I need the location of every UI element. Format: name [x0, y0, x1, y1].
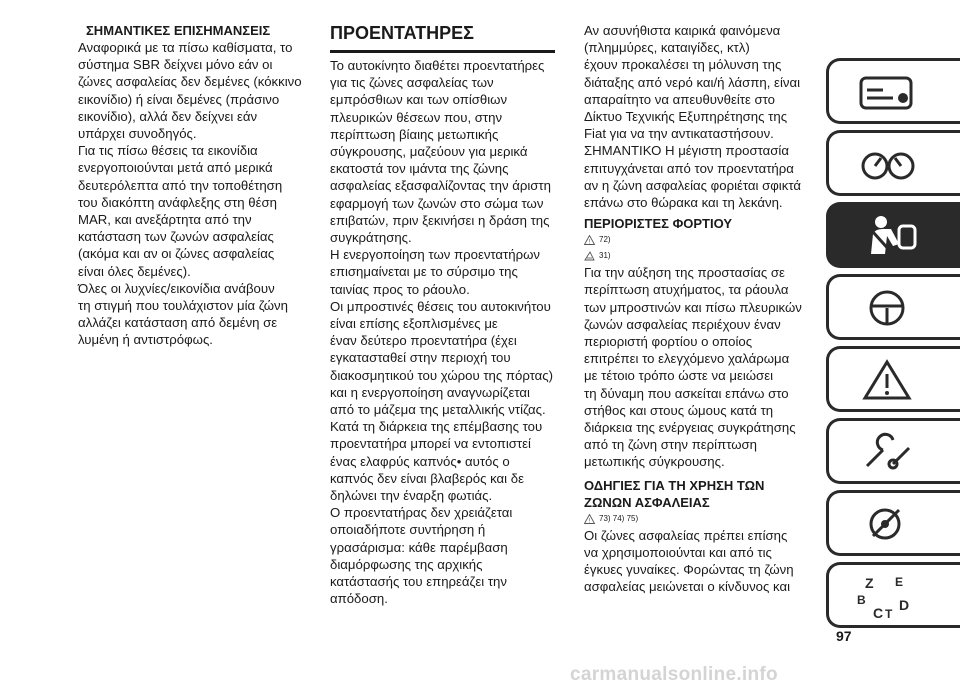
warning-reference-number: 73) 74) 75): [599, 513, 639, 523]
caution-reference[interactable]: [584, 248, 809, 264]
warning-triangle-icon: [584, 514, 595, 524]
warning-reference-number: 72): [599, 235, 611, 245]
tab-car-dashboard[interactable]: [826, 58, 960, 124]
tab-warning[interactable]: [826, 346, 960, 412]
tab-index[interactable]: [826, 562, 960, 628]
warning-reference[interactable]: [584, 232, 809, 248]
section-heading-seatbelt-use: ΟΔΗΓΙΕΣ ΓΙΑ ΤΗ ΧΡΗΣΗ ΤΩΝ ΖΩΝΩΝ ΑΣΦΑΛΕΙΑΣ: [584, 477, 765, 510]
instrument-panel-icon: [853, 140, 923, 188]
seatbelt-airbag-icon: [853, 212, 923, 260]
paragraph: Αν ασυνήθιστα καιρικά φαινόμενα (πλημμύρες, καταιγίδες, κτλ) έχουν προκαλέσει τη μόλυνση της διάταξης από νερό και/ή λάσπη, είναι απαραίτητο να απευθυνθείτε στο Δίκτυο Τεχνικής Εξυπηρέτησης της Fiat για να την αντικαταστήσουν.: [584, 23, 801, 142]
tab-instrument-panel[interactable]: [826, 130, 960, 196]
column-2: [330, 22, 555, 608]
paragraph: Το αυτοκίνητο διαθέτει προεντατήρες για τις ζώνες ασφαλείας των εμπρόσθιων και των οπίσθιων πλευρικών θέσεων που, στην περίπτωση βίαιης μετωπικής σύγκρουσης, μαζεύουν για μερικά εκατοστά τον ιμάντα της ζώνης ασφαλείας εξασφαλίζοντας την άριστη εφαρμογή των ζωνών στο σώμα των επιβατών, πριν ξεκινήσει η δράση της συγκράτησης.: [330, 58, 551, 246]
index-letter: D: [899, 597, 910, 613]
tab-tools[interactable]: [826, 418, 960, 484]
maintenance-icon: [853, 500, 923, 548]
steering-wheel-icon: [853, 284, 923, 332]
caution-icon: [584, 251, 595, 261]
paragraph: Οι μπροστινές θέσεις του αυτοκινήτου είναι επίσης εξοπλισμένες με έναν δεύτερο προεντατήρα (έχει εγκατασταθεί στην περιοχή του διακοσμητικού του χώρου της πόρτας) και η ενεργοποίηση αναγνωρίζεται από το μάζεμα της μεταλλικής ντίζας.: [330, 298, 554, 418]
paragraph: ΣΗΜΑΝΤΙΚΟ Η μέγιστη προστασία επιτυγχάνεται από τον προεντατήρα αν η ζώνη ασφαλείας φοριέται σφικτά επάνω στο θώρακα και τη λεκάνη.: [584, 143, 801, 211]
warning-reference[interactable]: [584, 511, 809, 527]
car-dashboard-icon: [853, 68, 923, 116]
tools-car-icon: [853, 428, 923, 476]
paragraph: Όλες οι λυχνίες/εικονίδια ανάβουν τη στιγμή που τουλάχιστον μία ζώνη αλλάζει κατάσταση από δεμένη σε λυμένη ή αντιστρόφως.: [78, 280, 288, 348]
index-letter: E: [895, 575, 904, 589]
warning-triangle-icon: [584, 235, 595, 245]
column-1: [78, 22, 303, 349]
index-letters-icon: [853, 572, 923, 624]
index-letter: Z: [865, 575, 874, 591]
svg-text:!: !: [588, 518, 591, 524]
paragraph: Αναφορικά με τα πίσω καθίσματα, το σύστημα SBR δείχνει μόνο εάν οι ζώνες ασφαλείας δεν δεμένες (κόκκινο εικονίδιο) ή είναι δεμένες (πράσινο εικονίδιο), αλλά δεν δείχνει εάν υπάρχει συνοδηγός.: [78, 40, 302, 142]
section-heading-pretensioners: ΠΡΟΕΝΤΑΤΗΡΕΣ: [330, 22, 555, 53]
index-letter: T: [885, 607, 893, 621]
column-3: [584, 22, 809, 595]
paragraph: Οι ζώνες ασφαλείας πρέπει επίσης να χρησιμοποιούνται και από τις έγκυες γυναίκες. Φορώντας τη ζώνη ασφαλείας μειώνεται ο κίνδυνος και: [584, 527, 794, 595]
section-heading-important: ΣΗΜΑΝΤΙΚΕΣ ΕΠΙΣΗΜΑΝΣΕΙΣ: [86, 23, 271, 38]
caution-reference-number: 31): [599, 251, 611, 261]
index-letter: B: [857, 593, 866, 607]
watermark: carmanualsonline.info: [570, 664, 778, 685]
index-letter: C: [873, 605, 884, 621]
page-number: 97: [836, 628, 852, 644]
warning-triangle-icon: [853, 356, 923, 404]
svg-text:!: !: [588, 239, 591, 246]
section-heading-load-limiters: ΠΕΡΙΟΡΙΣΤΕΣ ΦΟΡΤΙΟΥ: [584, 216, 732, 232]
tab-maintenance[interactable]: [826, 490, 960, 556]
paragraph: Για τις πίσω θέσεις τα εικονίδια ενεργοποιούνται μετά από μερικά δευτερόλεπτα από την τοποθέτηση του διακόπτη ανάφλεξης στη θέση MAR, και ανεξάρτητα από την κατάσταση των ζωνών ασφαλείας (ακόμα και αν οι ζώνες ασφαλείας είναι όλες δεμένες).: [78, 143, 283, 279]
paragraph: Για την αύξηση της προστασίας σε περίπτωση ατυχήματος, τα ράουλα των μπροστινών και πίσω πλευρικών ζωνών ασφαλείας περιέχουν έναν περιοριστή φορτίου ο οποίος επιτρέπει το ελεγχόμενο χαλάρωμα με τέτοιο τρόπο ώστε να μειώσει τη δύναμη που ασκείται επάνω στο στήθος και στους ώμους κατά τη διάρκεια της ενέργειας συγκράτησης από τη ζώνη στην περίπτωση μετωπικής σύγκρουσης.: [584, 265, 802, 470]
paragraph: Η ενεργοποίηση των προεντατήρων επισημαίνεται με το σύρσιμο της ταινίας προς το ράουλο.: [330, 247, 540, 297]
paragraph: Κατά τη διάρκεια της επέμβασης του προεντατήρα μπορεί να εντοπιστεί ένας ελαφρύς καπνός• αυτός ο καπνός δεν είναι βλαβερός και δε δηλώνει την έναρξη φωτιάς.: [330, 419, 543, 504]
tab-seatbelt-airbag[interactable]: [826, 202, 960, 268]
tab-steering-wheel[interactable]: [826, 274, 960, 340]
paragraph: Ο προεντατήρας δεν χρειάζεται οποιαδήποτε συντήρηση ή γρασάρισμα: κάθε παρέμβαση διαμόρφωσης της αρχικής κατάστασής του επηρεάζει την απόδοση.: [330, 505, 513, 607]
